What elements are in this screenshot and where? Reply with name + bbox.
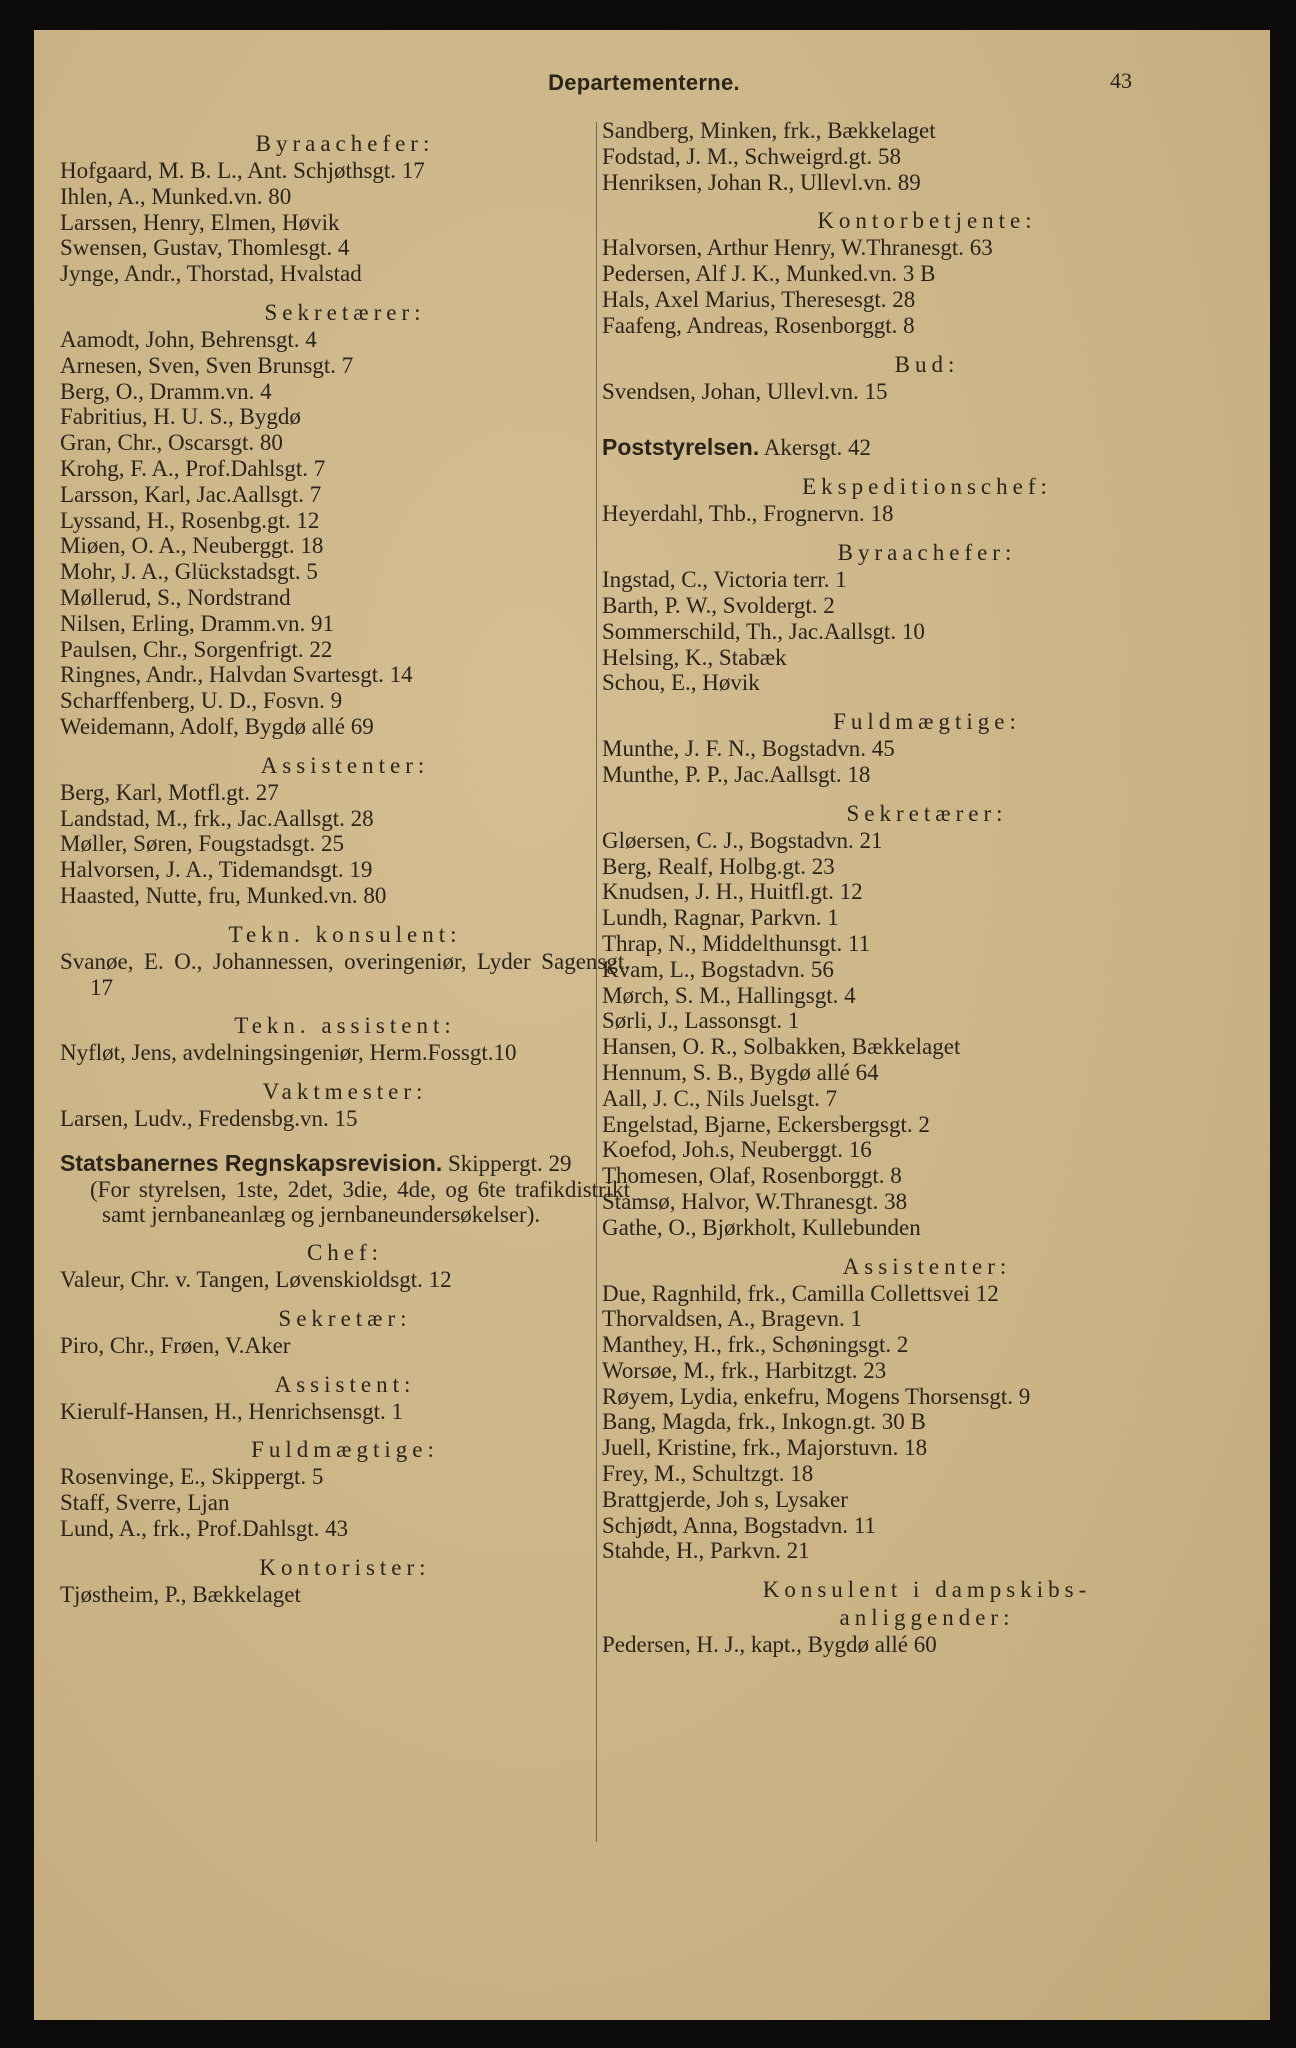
section: [60, 1012, 630, 1066]
list-item: Piro, Chr., Frøen, V.Aker: [60, 1332, 291, 1358]
section-title: Sekretær:: [278, 1305, 412, 1331]
section-title: Kontorister:: [259, 1554, 431, 1580]
section: [602, 351, 1252, 405]
page-title: Departementerne.: [548, 70, 740, 95]
list-item: Haasted, Nutte, fru, Munked.vn. 80: [60, 882, 387, 908]
left-column: [60, 118, 630, 1607]
list-item: Svendsen, Johan, Ullevl.vn. 15: [602, 378, 888, 404]
section: [602, 207, 1252, 338]
page-number: 43: [1110, 68, 1132, 93]
list-item: Bang, Magda, frk., Inkogn.gt. 30 B: [602, 1409, 926, 1435]
list-item: Røyem, Lydia, enkefru, Mogens Thorsensgt. 9: [602, 1383, 1031, 1409]
list-item: Nyfløt, Jens, avdelningsingeniør, Herm.Fossgt.10: [60, 1040, 517, 1066]
entry-list: [602, 1632, 1252, 1658]
section-title: [602, 1576, 1252, 1632]
section: [60, 921, 630, 1001]
continued-entries: [602, 118, 1252, 195]
list-item: Manthey, H., frk., Schøningsgt. 2: [602, 1332, 909, 1358]
list-item: Lund, A., frk., Prof.Dahlsgt. 43: [60, 1515, 349, 1541]
list-item: Larsson, Karl, Jac.Aallsgt. 7: [60, 481, 322, 507]
list-item: Munthe, J. F. N., Bogstadvn. 45: [602, 736, 895, 762]
org-address: Akersgt. 42: [763, 435, 872, 461]
list-item: Rosenvinge, E., Skippergt. 5: [60, 1464, 324, 1490]
section-title: Tekn. konsulent:: [228, 921, 462, 947]
list-item: Thorvaldsen, A., Bragevn. 1: [602, 1306, 862, 1332]
section: [60, 299, 630, 740]
directory-page: [34, 30, 1270, 2020]
right-column: [602, 118, 1252, 1658]
list-item: Lundh, Ragnar, Parkvn. 1: [602, 905, 839, 931]
list-item: Arnesen, Sven, Sven Brunsgt. 7: [60, 352, 354, 378]
list-item: Helsing, K., Stabæk: [602, 644, 787, 670]
list-item: Brattgjerde, Joh s, Lysaker: [602, 1486, 848, 1512]
list-item: Landstad, M., frk., Jac.Aallsgt. 28: [60, 805, 374, 831]
list-item: Thomesen, Olaf, Rosenborggt. 8: [602, 1163, 902, 1189]
list-item: Møllerud, S., Nordstrand: [60, 584, 291, 610]
list-item: Jynge, Andr., Thorstad, Hvalstad: [60, 261, 362, 287]
list-item: Staff, Sverre, Ljan: [60, 1490, 230, 1516]
section-title: Fuldmægtige:: [833, 709, 1021, 735]
list-item: Schou, E., Høvik: [602, 670, 760, 696]
entry-list: [602, 501, 1252, 527]
list-item: Berg, O., Dramm.vn. 4: [60, 378, 272, 404]
list-item: Munthe, P. P., Jac.Aallsgt. 18: [602, 761, 871, 787]
list-item: Mørch, S. M., Hallingsgt. 4: [602, 982, 856, 1008]
list-item: Svanøe, E. O., Johannessen, overingeniør, Lyder Sagensgt. 17: [60, 948, 630, 1000]
list-item: Miøen, O. A., Neuberggt. 18: [60, 533, 324, 559]
list-item: Swensen, Gustav, Thomlesgt. 4: [60, 235, 350, 261]
section: [602, 473, 1252, 527]
list-item: Sandberg, Minken, frk., Bækkelaget: [602, 118, 936, 143]
list-item: Fodstad, J. M., Schweigrd.gt. 58: [602, 143, 901, 169]
section: [60, 1554, 630, 1608]
list-item: Aall, J. C., Nils Juelsgt. 7: [602, 1085, 838, 1111]
entry-list: [602, 736, 1252, 788]
entry-list: [60, 949, 630, 1001]
list-item: Kierulf-Hansen, H., Henrichsensgt. 1: [60, 1398, 403, 1424]
entry-list: [60, 1399, 630, 1425]
org-name: Poststyrelsen.: [602, 434, 760, 461]
entry-list: [60, 1040, 630, 1066]
section-title: Vaktmester:: [262, 1079, 428, 1105]
entry-list: [602, 235, 1252, 338]
list-item: Larssen, Henry, Elmen, Høvik: [60, 209, 340, 235]
section-title-line: anliggender:: [839, 1605, 1015, 1631]
entry-list: [60, 1582, 630, 1608]
list-item: Lyssand, H., Rosenbg.gt. 12: [60, 507, 320, 533]
org-name: Statsbanernes Regnskapsrevision.: [60, 1149, 443, 1176]
section: [60, 1305, 630, 1359]
list-item: Berg, Karl, Motfl.gt. 27: [60, 779, 279, 805]
list-item: Hansen, O. R., Solbakken, Bækkelaget: [602, 1034, 961, 1060]
list-item: Berg, Realf, Holbg.gt. 23: [602, 853, 835, 879]
entry-list: [60, 327, 630, 740]
section-title: Assistent:: [274, 1371, 416, 1397]
entry-list: [60, 1464, 630, 1541]
list-item: Hofgaard, M. B. L., Ant. Schjøthsgt. 17: [60, 158, 425, 183]
list-item: Hals, Axel Marius, Theresesgt. 28: [602, 286, 916, 312]
section: [60, 1078, 630, 1132]
section: [602, 1253, 1252, 1565]
list-item: Halvorsen, Arthur Henry, W.Thranesgt. 63: [602, 235, 993, 261]
list-item: Tjøstheim, P., Bækkelaget: [60, 1581, 301, 1607]
section-title: Byraachefer:: [837, 540, 1017, 566]
entry-list: [60, 780, 630, 909]
section-title: Sekretærer:: [846, 800, 1008, 826]
list-item: Hennum, S. B., Bygdø allé 64: [602, 1059, 879, 1085]
section: [60, 130, 630, 287]
list-item: Weidemann, Adolf, Bygdø allé 69: [60, 713, 374, 739]
section: [602, 539, 1252, 696]
org-statsbanernes-regnskapsrevision: [60, 1150, 630, 1177]
section-title: Chef:: [306, 1239, 384, 1265]
org-poststyrelsen: [602, 434, 1252, 461]
list-item: Juell, Kristine, frk., Majorstuvn. 18: [602, 1435, 928, 1461]
list-item: Larsen, Ludv., Fredensbg.vn. 15: [60, 1106, 358, 1132]
list-item: Koefod, Joh.s, Neuberggt. 16: [602, 1137, 872, 1163]
list-item: Scharffenberg, U. D., Fosvn. 9: [60, 688, 343, 714]
list-item: Møller, Søren, Fougstadsgt. 25: [60, 831, 345, 857]
list-item: Krohg, F. A., Prof.Dahlsgt. 7: [60, 455, 326, 481]
list-item: Kvam, L., Bogstadvn. 56: [602, 956, 834, 982]
org-address: Skippergt. 29: [447, 1150, 572, 1176]
list-item: Aamodt, John, Behrensgt. 4: [60, 326, 317, 352]
section-title: Sekretærer:: [264, 299, 426, 325]
entry-list: [60, 1106, 630, 1132]
section-title: Byraachefer:: [255, 131, 435, 156]
list-item: Sommerschild, Th., Jac.Aallsgt. 10: [602, 618, 925, 644]
list-item: Schjødt, Anna, Bogstadvn. 11: [602, 1512, 876, 1538]
list-item: Nilsen, Erling, Dramm.vn. 91: [60, 610, 335, 636]
list-item: Pedersen, H. J., kapt., Bygdø allé 60: [602, 1632, 937, 1658]
list-item: Halvorsen, J. A., Tidemandsgt. 19: [60, 857, 373, 883]
list-item: Valeur, Chr. v. Tangen, Løvenskioldsgt. 12: [60, 1266, 452, 1292]
list-item: Frey, M., Schultzgt. 18: [602, 1461, 814, 1487]
section: [60, 1239, 630, 1293]
section: [60, 752, 630, 909]
section: [602, 708, 1252, 788]
section: [60, 1371, 630, 1425]
list-item: Gathe, O., Bjørkholt, Kullebunden: [602, 1214, 921, 1240]
list-item: Mohr, J. A., Glückstadsgt. 5: [60, 559, 318, 585]
list-item: Gløersen, C. J., Bogstadvn. 21: [602, 827, 883, 853]
list-item: Due, Ragnhild, frk., Camilla Collettsvei 12: [602, 1280, 999, 1306]
list-item: Ringnes, Andr., Halvdan Svartesgt. 14: [60, 662, 413, 688]
list-item: Paulsen, Chr., Sorgenfrigt. 22: [60, 636, 333, 662]
section: [60, 1436, 630, 1541]
list-item: Henriksen, Johan R., Ullevl.vn. 89: [602, 169, 921, 195]
section-title: Assistenter:: [260, 752, 430, 778]
list-item: Knudsen, J. H., Huitfl.gt. 12: [602, 879, 863, 905]
list-item: Worsøe, M., frk., Harbitzgt. 23: [602, 1357, 887, 1383]
list-item: Heyerdahl, Thb., Frognervn. 18: [602, 501, 894, 527]
list-item: Pedersen, Alf J. K., Munked.vn. 3 B: [602, 261, 936, 287]
entry-list: [60, 1333, 630, 1359]
section-title-line: Konsulent i dampskibs-: [762, 1577, 1092, 1603]
list-item: Stamsø, Halvor, W.Thranesgt. 38: [602, 1188, 908, 1214]
entry-list: [60, 158, 630, 287]
section-title: Fuldmægtige:: [251, 1437, 439, 1463]
entry-list: [602, 567, 1252, 696]
list-item: Fabritius, H. U. S., Bygdø: [60, 404, 301, 430]
section: [602, 1576, 1252, 1658]
entry-list: [602, 828, 1252, 1241]
list-item: Barth, P. W., Svoldergt. 2: [602, 592, 835, 618]
list-item: Ihlen, A., Munked.vn. 80: [60, 183, 292, 209]
list-item: Stahde, H., Parkvn. 21: [602, 1538, 810, 1564]
entry-list: [602, 1281, 1252, 1565]
list-item: Faafeng, Andreas, Rosenborggt. 8: [602, 312, 915, 338]
section-title: Assistenter:: [842, 1253, 1012, 1279]
entry-list: [602, 379, 1252, 405]
list-item: Sørli, J., Lassonsgt. 1: [602, 1008, 800, 1034]
section: [602, 800, 1252, 1241]
org-note: (For styrelsen, 1ste, 2det, 3die, 4de, og 6te trafikdistrikt samt jernbaneanlæg og jernbaneundersøkelser).: [90, 1176, 630, 1227]
section-title: Tekn. assistent:: [234, 1013, 456, 1039]
section-title: Kontorbetjente:: [817, 208, 1037, 234]
list-item: Engelstad, Bjarne, Eckersbergsgt. 2: [602, 1111, 930, 1137]
section-title: Ekspeditionschef:: [802, 474, 1052, 500]
list-item: Gran, Chr., Oscarsgt. 80: [60, 430, 283, 456]
list-item: Ingstad, C., Victoria terr. 1: [602, 567, 847, 593]
entry-list: [60, 1267, 630, 1293]
section-title: Bud:: [894, 351, 960, 377]
list-item: Thrap, N., Middelthunsgt. 11: [602, 930, 871, 956]
